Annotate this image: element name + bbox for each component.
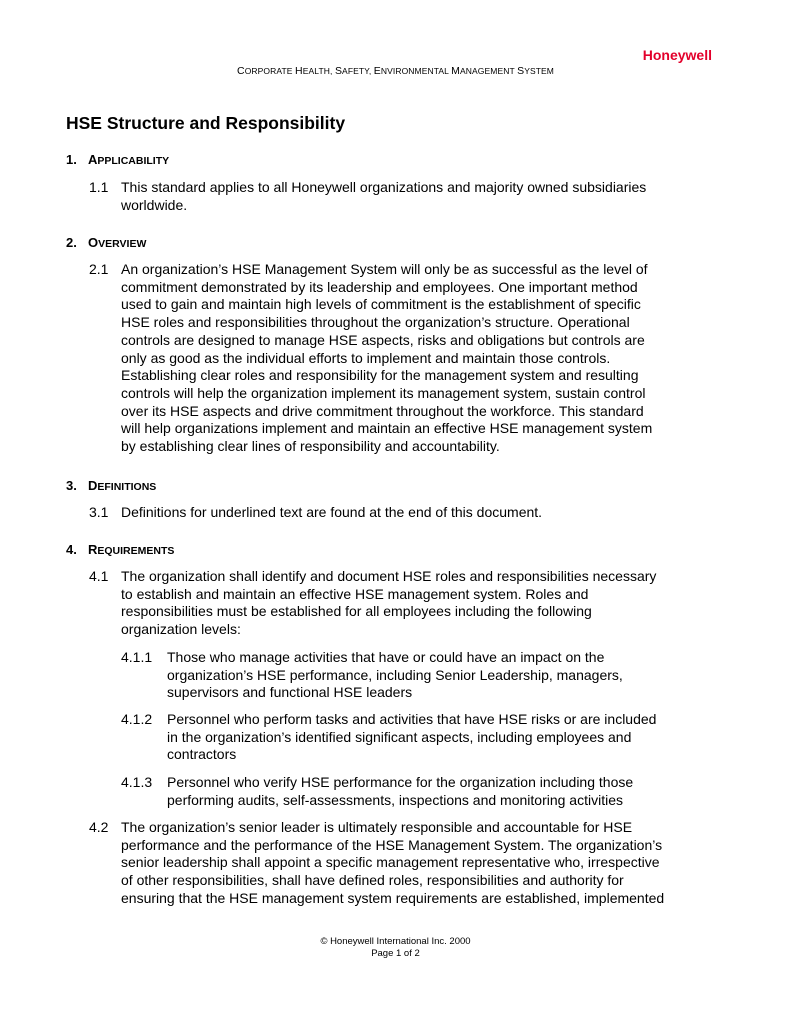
footer-page-number: Page 1 of 2 bbox=[371, 948, 420, 959]
clause-text-line: by establishing clear lines of responsibility and accountability. bbox=[121, 438, 500, 455]
clause-text-line: supervisors and functional HSE leaders bbox=[167, 684, 413, 701]
footer-copyright: © Honeywell International Inc. 2000 bbox=[320, 936, 471, 947]
section-heading-overview: 2. OVERVIEW bbox=[66, 235, 147, 250]
clause-text-line: Personnel who verify HSE performance for the organization including those bbox=[167, 774, 634, 790]
clause-text-line: Personnel who perform tasks and activities that have HSE risks or are included bbox=[167, 711, 657, 727]
clause-text-line: HSE roles and responsibilities throughout the organization’s structure. Operational bbox=[121, 314, 630, 331]
clause-3-1 bbox=[89, 504, 542, 522]
document-title: HSE Structure and Responsibility bbox=[66, 113, 346, 133]
clause-text-line: ensuring that the HSE management system requirements are established, implemented bbox=[121, 889, 665, 906]
clause-4-1-3 bbox=[121, 774, 633, 809]
clause-number: 4.1 bbox=[89, 568, 109, 584]
running-header: CORPORATE HEALTH, SAFETY, ENVIRONMENTAL MANAGEMENT SYSTEM bbox=[237, 65, 554, 77]
clause-text-line: over its HSE aspects and drive commitment throughout the workforce. This standard bbox=[121, 402, 644, 419]
clause-4-1 bbox=[89, 568, 656, 639]
clause-text-line: Establishing clear roles and responsibility for the management system and resulting bbox=[121, 367, 639, 384]
clause-text-line: used to gain and maintain high levels of commitment is the establishment of specific bbox=[121, 296, 641, 313]
clause-text-line: organization levels: bbox=[121, 621, 241, 638]
clause-text-line: An organization’s HSE Management System will only be as successful as the level of bbox=[121, 261, 648, 277]
clause-text-line: Definitions for underlined text are found at the end of this document. bbox=[121, 504, 543, 520]
clause-text-line: senior leadership shall appoint a specific management representative who, irrespective bbox=[121, 854, 660, 871]
clause-text-line: commitment demonstrated by its leadership and employees. One important method bbox=[121, 278, 638, 295]
clause-number: 2.1 bbox=[89, 261, 109, 277]
clause-text-line: The organization shall identify and document HSE roles and responsibilities necessary bbox=[121, 568, 657, 584]
company-logo-text: Honeywell bbox=[642, 47, 712, 63]
clause-text-line: The organization’s senior leader is ultimately responsible and accountable for HSE bbox=[121, 819, 633, 835]
clause-text-line: controls are designed to manage HSE aspects, risks and obligations but controls are bbox=[121, 331, 645, 348]
clause-4-1-2 bbox=[121, 711, 656, 764]
clause-number: 4.1.1 bbox=[121, 649, 153, 665]
clause-text-line: organization’s HSE performance, including Senior Leadership, managers, bbox=[167, 666, 623, 683]
section-heading-applicability: 1. APPLICABILITY bbox=[66, 152, 170, 167]
clause-text-line: contractors bbox=[167, 746, 237, 763]
clause-number: 4.1.2 bbox=[121, 711, 153, 727]
clause-text-line: controls will help the organization implement its management system, sustain control bbox=[121, 384, 646, 401]
clause-text-line: This standard applies to all Honeywell organizations and majority owned subsidiaries bbox=[121, 179, 647, 195]
clause-2-1 bbox=[89, 261, 652, 456]
clause-1-1 bbox=[89, 179, 646, 214]
clause-text-line: only as good as the individual efforts to implement and maintain those controls. bbox=[121, 349, 611, 366]
clause-text-line: will help organizations implement and maintain an effective HSE management system bbox=[121, 420, 653, 437]
clause-number: 4.2 bbox=[89, 819, 109, 835]
section-heading-definitions: 3. DEFINITIONS bbox=[66, 478, 157, 493]
clause-text-line: to establish and maintain an effective HSE management system. Roles and bbox=[121, 585, 589, 602]
clause-4-2 bbox=[89, 819, 664, 908]
clause-text-line: responsibilities must be established for all employees including the following bbox=[121, 603, 592, 620]
clause-number: 3.1 bbox=[89, 504, 109, 520]
clause-text-line: worldwide. bbox=[121, 196, 188, 213]
clause-text-line: Those who manage activities that have or could have an impact on the bbox=[167, 649, 605, 665]
clause-text-line: performing audits, self-assessments, inspections and monitoring activities bbox=[167, 791, 623, 808]
clause-4-1-1 bbox=[121, 649, 623, 702]
clause-text-line: performance and the performance of the HSE Management System. The organization’s bbox=[121, 836, 663, 853]
clause-number: 4.1.3 bbox=[121, 774, 153, 790]
clause-text-line: in the organization’s identified significant aspects, including employees and bbox=[167, 728, 632, 745]
section-heading-requirements: 4. REQUIREMENTS bbox=[66, 542, 175, 557]
clause-text-line: of other responsibilities, shall have defined roles, responsibilities and authority for bbox=[121, 872, 624, 889]
clause-number: 1.1 bbox=[89, 179, 109, 195]
